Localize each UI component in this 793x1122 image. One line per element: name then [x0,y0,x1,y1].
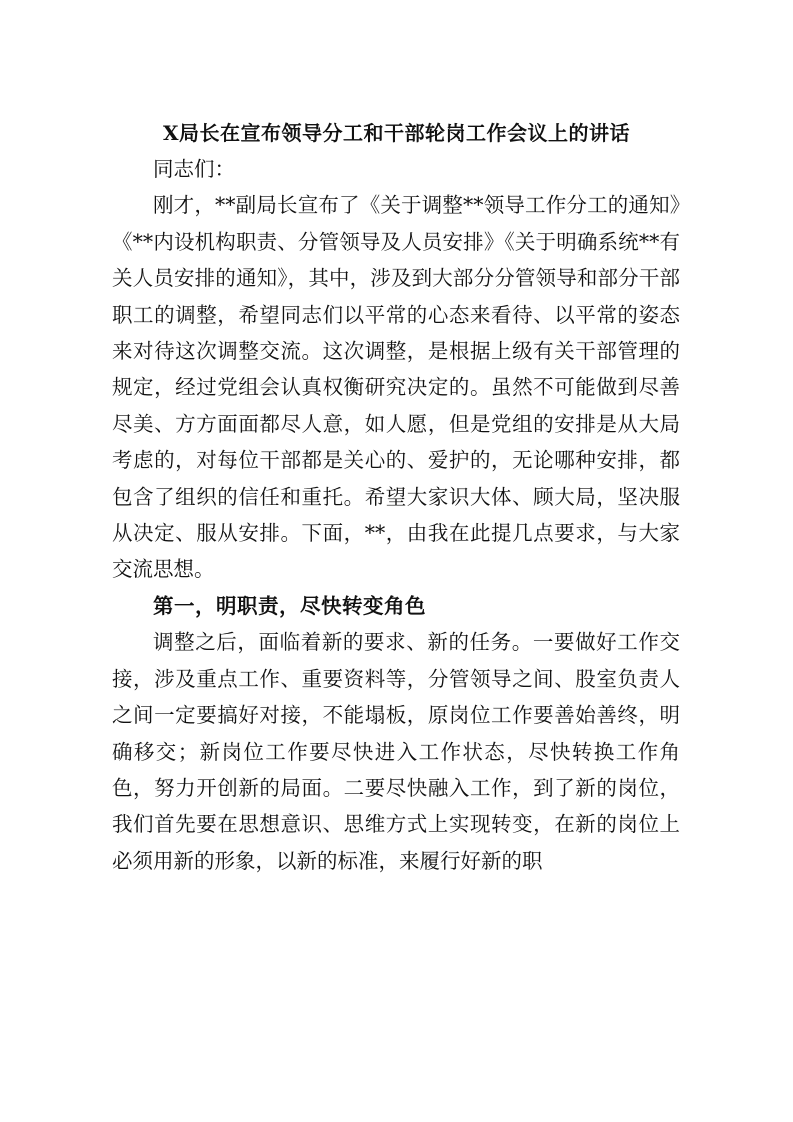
salutation: 同志们： [153,157,235,181]
document-title: X局长在宣布领导分工和干部轮岗工作会议上的讲话 [162,121,631,145]
document-body [112,151,680,879]
paragraph-section-one: 调整之后，面临着新的要求、新的任务。一要做好工作交接，涉及重点工作、重要资料等，分管领导之间、股室负责人之间一定要搞好对接，不能塌板，原岗位工作要善始善终，明确移交；新岗位工作要尽快进入工作状态，尽快转换工作角色，努力开创新的局面。二要尽快融入工作，到了新的岗位，我们首先要在思想意识、思维方式上实现转变，在新的岗位上必须用新的形象，以新的标准，来履行好新的职 [112,630,680,873]
section-heading: 第一，明职责，尽快转变角色 [153,593,426,618]
paragraph-intro: 刚才，**副局长宣布了《关于调整**领导工作分工的通知》《**内设机构职责、分管领导及人员安排》《关于明确系统**有关人员安排的通知》，其中，涉及到大部分分管领导和部分干部职工的调整，希望同志们以平常的心态来看待、以平常的姿态来对待这次调整交流。这次调整，是根据上级有关干部管理的规定，经过党组会认真权衡研究决定的。虽然不可能做到尽善尽美、方方面面都尽人意，如人愿，但是党组的安排是从大局考虑的，对每位干部都是关心的、爱护的，无论哪种安排，都包含了组织的信任和重托。希望大家识大体、顾大局，坚决服从决定、服从安排。下面，**，由我在此提几点要求，与大家交流思想。 [112,193,680,582]
